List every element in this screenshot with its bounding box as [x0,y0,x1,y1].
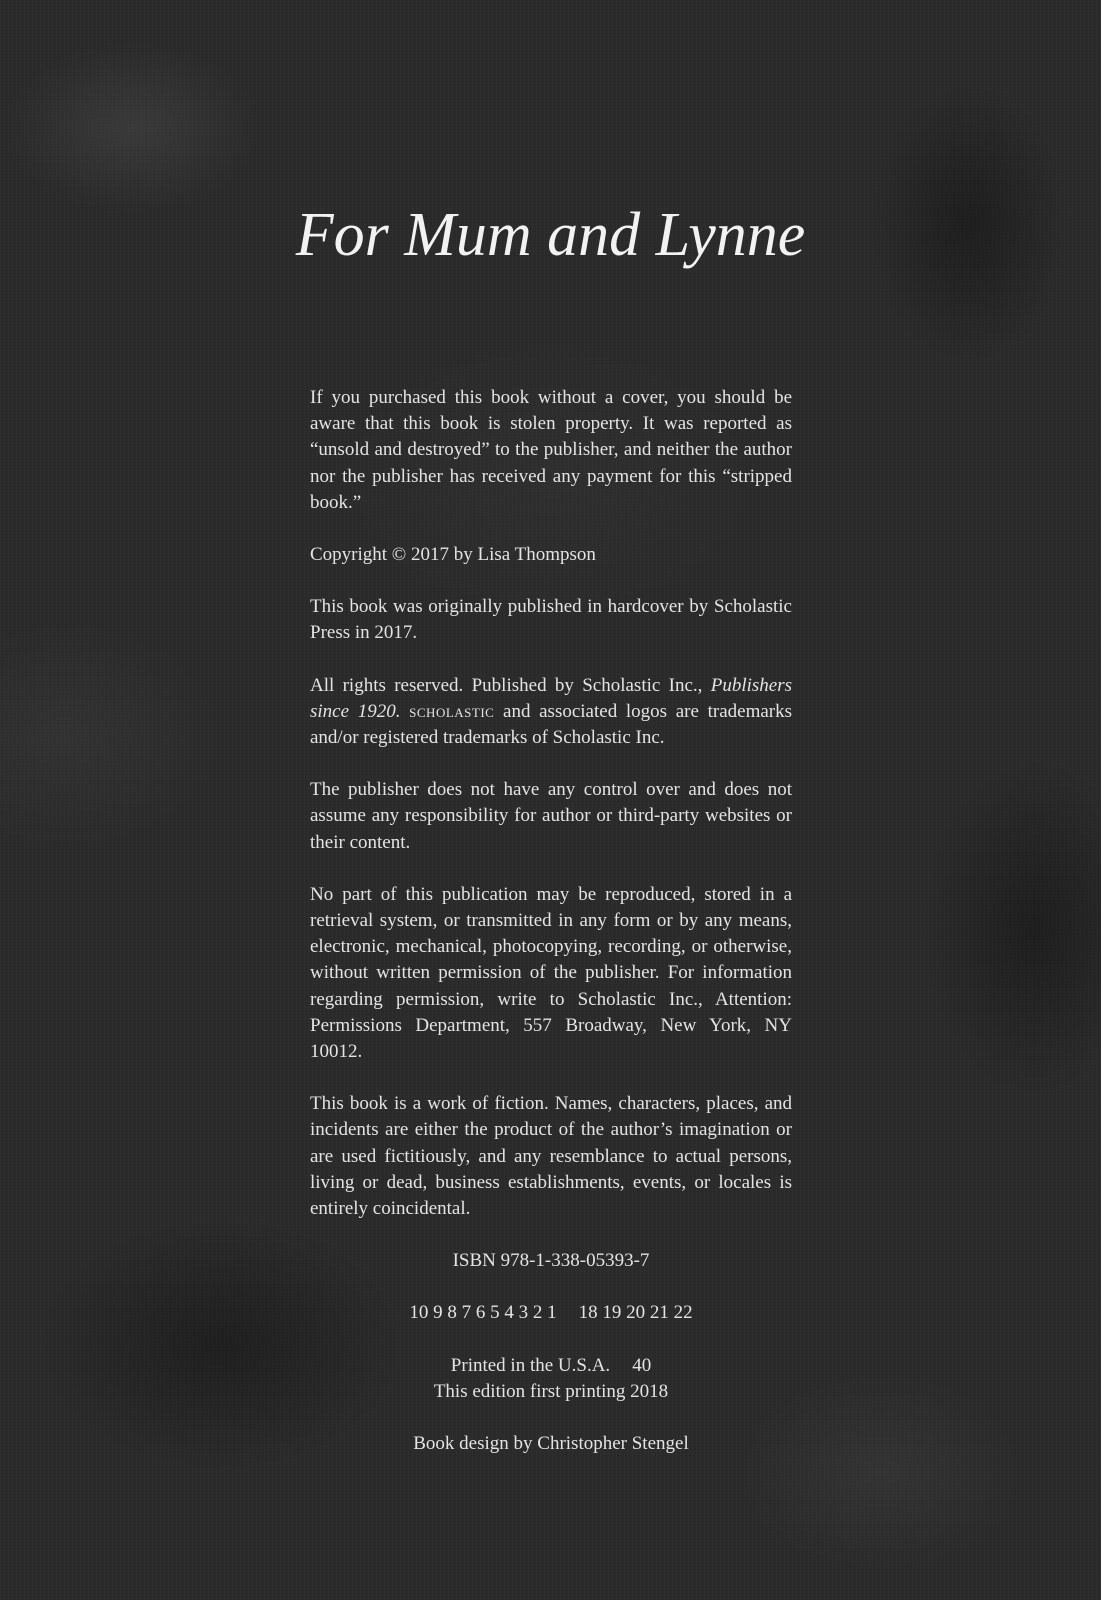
stripped-book-notice: If you purchased this book without a cover, you should be aware that this book is stolen property. It was reported as “unsold and destroyed” to the publisher, and neither the author nor the publisher has received any payment for this “stripped book.” [310,387,792,513]
copyright-line: Copyright © 2017 by Lisa Thompson [310,544,596,566]
printed-in-country: Printed in the U.S.A. [450,1354,611,1376]
print-line-numbers: 10 9 8 7 6 5 4 3 2 1 [409,1302,557,1324]
design-credit: Book design by Christopher Stengel [413,1433,689,1455]
rights-notice [310,673,792,752]
original-publication-notice: This book was originally published in hardcover by Scholastic Press in 2017. [310,596,792,644]
copyright-page-text [310,385,792,1483]
print-line [310,1300,792,1326]
publisher-tagline: Publishers since 1920. [310,674,792,722]
publisher-brand: scholastic [409,700,495,722]
printer-code: 40 [632,1354,652,1376]
dedication: For Mum and Lynne [295,201,806,269]
printed-in [310,1353,792,1379]
edition-line: This edition first printing 2018 [433,1380,669,1402]
rights-lead: All rights reserved. Published by Scholastic Inc., [310,674,711,696]
rights-tail: and associated logos are trademarks and/or registered trademarks of Scholastic Inc. [310,700,792,749]
print-line-years: 18 19 20 21 22 [578,1302,693,1324]
isbn: ISBN 978-1-338-05393-7 [452,1250,650,1272]
permissions-notice: No part of this publication may be reproduced, stored in a retrieval system, or transmitted in any form or by any means, electronic, mechanical, photocopying, recording, or otherwise, without written permission of the publisher. For information regarding permission, write to Scholastic Inc., Attention: Permissions Department, 557 Broadway, New York, NY 10012. [310,883,792,1063]
fiction-notice: This book is a work of fiction. Names, characters, places, and incidents are either the product of the author’s imagination or are used fictitiously, and any resemblance to actual persons, living or dead, business establishments, events, or locales is entirely coincidental. [310,1093,792,1220]
websites-notice: The publisher does not have any control over and does not assume any responsibility for author or third-party websites or their content. [310,779,792,853]
